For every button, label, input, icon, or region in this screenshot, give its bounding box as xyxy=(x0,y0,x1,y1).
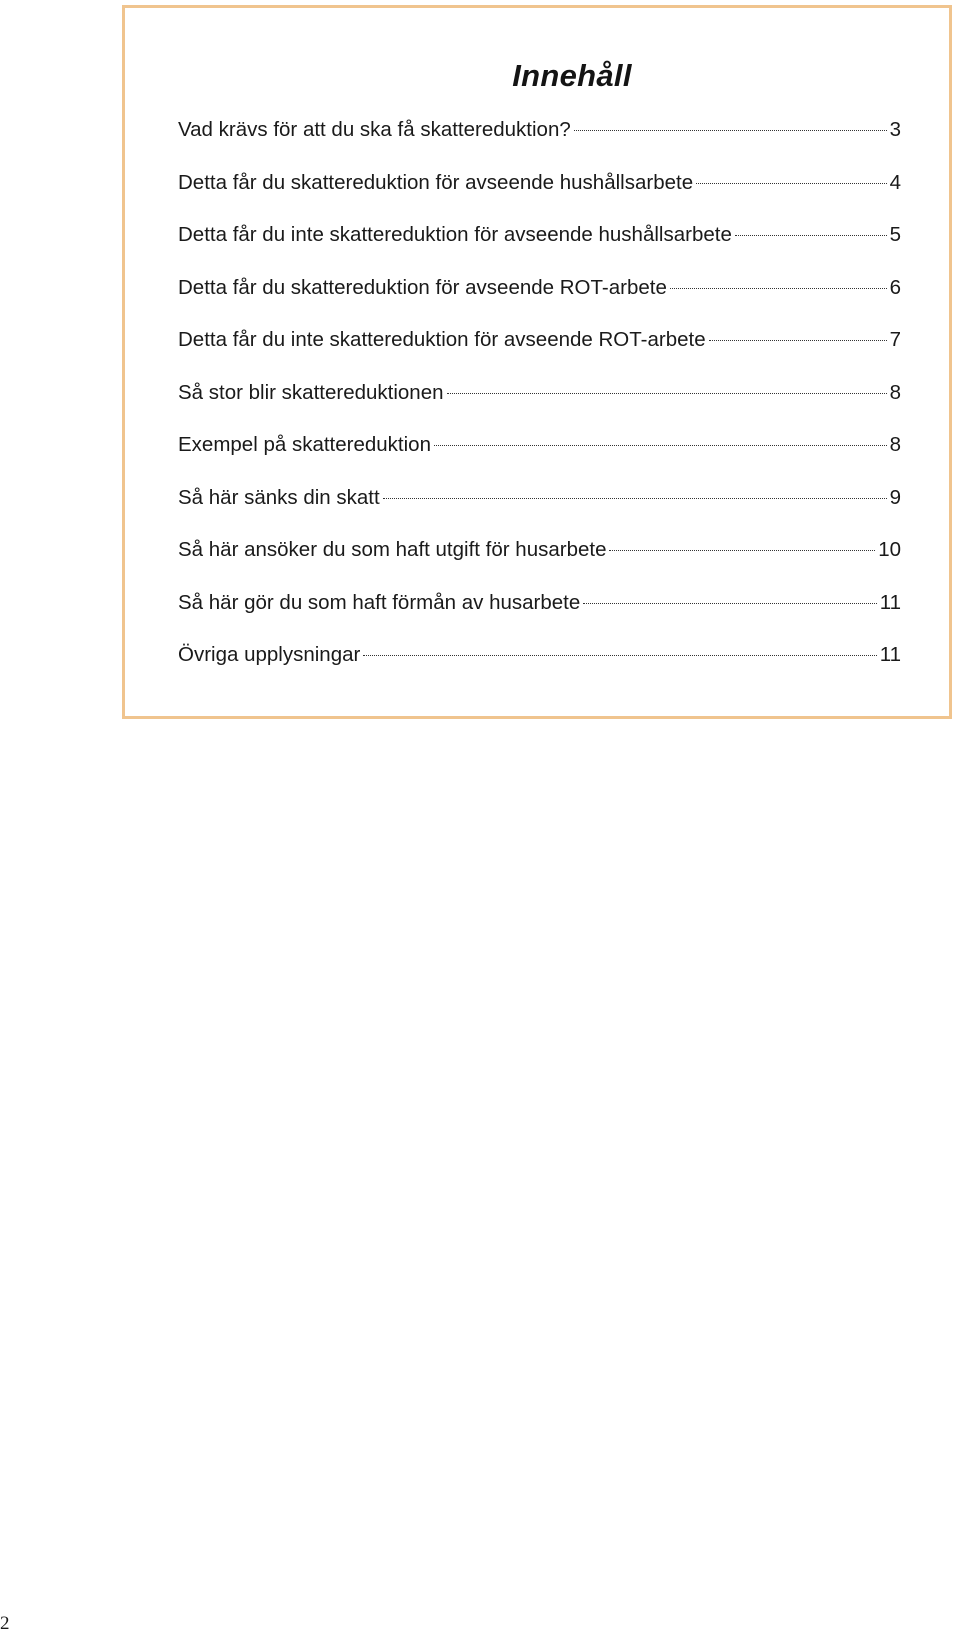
toc-entry-label: Detta får du skattereduktion för avseende ROT-arbete xyxy=(178,275,667,299)
toc-entry[interactable] xyxy=(178,589,901,642)
toc-entry-page: 6 xyxy=(889,275,901,299)
dot-leader xyxy=(709,340,887,341)
toc-entry-page: 9 xyxy=(889,485,901,509)
toc-entry[interactable] xyxy=(178,431,901,484)
toc-entry-label: Detta får du skattereduktion för avseende hushållsarbete xyxy=(178,170,694,194)
toc-list xyxy=(178,116,901,694)
toc-entry[interactable] xyxy=(178,379,901,432)
toc-entry-label: Vad krävs för att du ska få skattereduktion? xyxy=(178,118,571,141)
dot-leader xyxy=(609,550,875,551)
toc-entry-page: 5 xyxy=(889,223,901,246)
toc-entry-label: Så här sänks din skatt xyxy=(178,485,380,509)
toc-entry[interactable] xyxy=(178,274,901,327)
toc-entry[interactable] xyxy=(178,221,901,274)
dot-leader xyxy=(696,183,887,184)
table-of-contents-box xyxy=(122,5,952,719)
toc-entry-page: 8 xyxy=(889,433,901,456)
toc-entry[interactable] xyxy=(178,536,901,589)
toc-entry[interactable] xyxy=(178,116,901,169)
toc-entry-page: 3 xyxy=(889,118,901,141)
toc-entry-page: 8 xyxy=(889,380,901,404)
toc-entry-label: Så stor blir skattereduktionen xyxy=(178,380,444,404)
dot-leader xyxy=(447,393,887,394)
toc-entry[interactable] xyxy=(178,641,901,694)
toc-entry-label: Exempel på skattereduktion xyxy=(178,433,431,456)
page-number: 2 xyxy=(0,1613,10,1634)
dot-leader xyxy=(383,498,887,499)
toc-entry[interactable] xyxy=(178,484,901,537)
toc-title: Innehåll xyxy=(512,58,632,93)
toc-entry-label: Detta får du inte skattereduktion för avseende hushållsarbete xyxy=(178,223,732,246)
toc-entry-page: 10 xyxy=(878,538,901,561)
dot-leader xyxy=(363,655,876,656)
toc-entry-page: 11 xyxy=(879,643,901,666)
toc-entry[interactable] xyxy=(178,169,901,222)
toc-entry-label: Detta får du inte skattereduktion för avseende ROT-arbete xyxy=(178,328,706,351)
toc-entry-page: 11 xyxy=(879,590,901,614)
dot-leader xyxy=(583,603,876,604)
toc-entry-page: 7 xyxy=(889,328,901,351)
toc-entry-label: Så här ansöker du som haft utgift för husarbete xyxy=(178,538,607,561)
toc-entry-page: 4 xyxy=(889,170,901,194)
toc-entry[interactable] xyxy=(178,326,901,379)
dot-leader xyxy=(574,130,887,131)
toc-entry-label: Övriga upplysningar xyxy=(178,643,361,666)
dot-leader xyxy=(434,445,887,446)
toc-entry-label: Så här gör du som haft förmån av husarbete xyxy=(178,590,581,614)
dot-leader xyxy=(735,235,887,236)
dot-leader xyxy=(670,288,887,289)
